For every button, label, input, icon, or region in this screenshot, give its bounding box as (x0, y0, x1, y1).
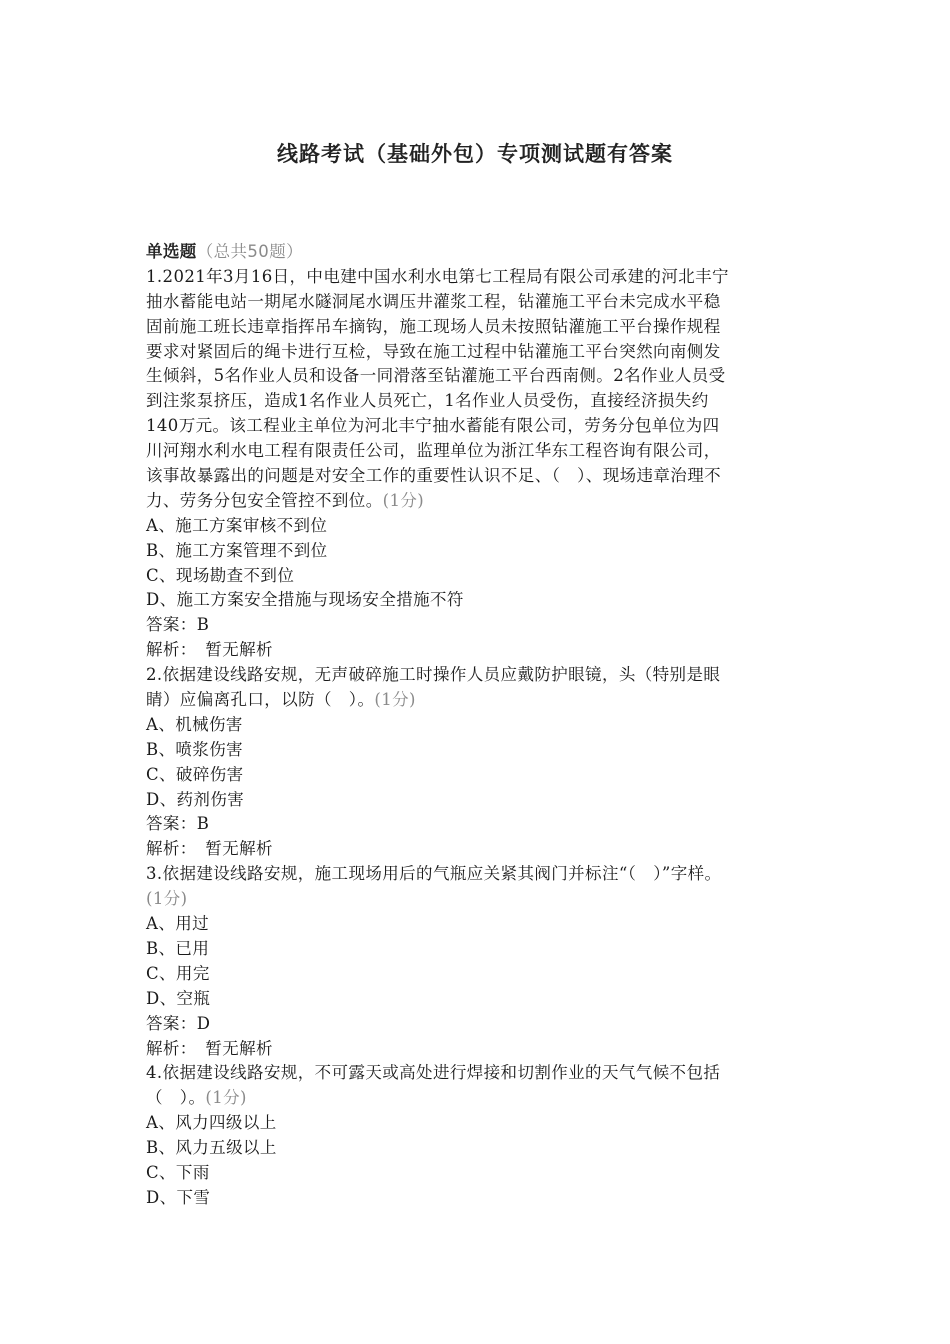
question-text-line-last (146, 688, 826, 713)
question-score: (1分) (146, 889, 188, 909)
option-b: B、喷浆伤害 (146, 739, 244, 759)
question-score: (1分) (205, 1088, 247, 1108)
option-c: C、用完 (146, 963, 210, 983)
option-b: B、施工方案管理不到位 (146, 540, 328, 560)
question-text-line-last (146, 489, 826, 514)
question-text-line: 要求对紧固后的绳卡进行互检，导致在施工过程中钻灌施工平台突然向南侧发 (146, 341, 721, 361)
question-text-line: 该事故暴露出的问题是对安全工作的重要性认识不足、（ ）、现场违章治理不 (146, 466, 721, 486)
option-a: A、机械伤害 (146, 714, 243, 734)
analysis: 解析： 暂无解析 (146, 640, 273, 660)
option-d: D、施工方案安全措施与现场安全措施不符 (146, 590, 464, 610)
section-heading (146, 240, 826, 265)
option-c: C、下雨 (146, 1162, 210, 1182)
question-score: (1分) (374, 690, 416, 710)
question-4 (146, 1061, 826, 1210)
option-d: D、空瓶 (146, 988, 211, 1008)
option-a: A、风力四级以上 (146, 1113, 277, 1133)
section-label: 单选题 (146, 242, 197, 261)
question-text-line: 4.依据建设线路安规，不可露天或高处进行焊接和切割作业的天气气候不包括 (146, 1063, 721, 1083)
question-text-line: 抽水蓄能电站一期尾水隧洞尾水调压井灌浆工程，钻灌施工平台未完成水平稳 (146, 291, 721, 311)
answer: 答案：D (146, 1013, 211, 1033)
question-text: （ ）。 (146, 1088, 206, 1108)
answer: 答案：B (146, 814, 210, 834)
question-2 (146, 663, 826, 862)
document-title: 线路考试（基础外包）专项测试题有答案 (277, 142, 673, 166)
question-text: 力、劳务分包安全管控不到位。 (146, 490, 383, 510)
question-text-line: 到注浆泵挤压，造成1名作业人员死亡，1名作业人员受伤，直接经济损失约 (146, 391, 709, 411)
option-c: C、现场勘查不到位 (146, 565, 295, 585)
question-text-line: 川河翔水利水电工程有限责任公司，监理单位为浙江华东工程咨询有限公司， (146, 441, 721, 461)
question-text-line-last (146, 1086, 826, 1111)
option-b: B、已用 (146, 938, 210, 958)
option-a: A、施工方案审核不到位 (146, 515, 328, 535)
question-text-line: 固前施工班长违章指挥吊车摘钩，施工现场人员未按照钻灌施工平台操作规程 (146, 316, 721, 336)
question-text-line-last (146, 887, 826, 912)
question-text-line: 2.依据建设线路安规，无声破碎施工时操作人员应戴防护眼镜，头（特别是眼 (146, 665, 721, 685)
option-b: B、风力五级以上 (146, 1138, 277, 1158)
option-d: D、药剂伤害 (146, 789, 245, 809)
question-text-line: 140万元。该工程业主单位为河北丰宁抽水蓄能有限公司，劳务分包单位为四 (146, 416, 720, 436)
option-d: D、下雪 (146, 1187, 211, 1207)
question-text-line: 3.依据建设线路安规，施工现场用后的气瓶应关紧其阀门并标注“（ ）”字样。 (146, 864, 722, 884)
option-c: C、破碎伤害 (146, 764, 244, 784)
answer: 答案：B (146, 615, 210, 635)
question-3 (146, 862, 826, 1061)
analysis: 解析： 暂无解析 (146, 839, 273, 859)
section-count: （总共50题） (196, 242, 303, 261)
question-text-line: 1.2021年3月16日，中电建中国水利水电第七工程局有限公司承建的河北丰宁 (146, 266, 729, 286)
option-a: A、用过 (146, 914, 210, 934)
question-1 (146, 265, 826, 663)
analysis: 解析： 暂无解析 (146, 1038, 273, 1058)
question-text-line: 生倾斜，5名作业人员和设备一同滑落至钻灌施工平台西南侧。2名作业人员受 (146, 366, 726, 386)
question-text: 睛）应偏离孔口，以防（ ）。 (146, 690, 375, 710)
question-score: (1分) (382, 490, 425, 510)
question-list (146, 240, 826, 1211)
